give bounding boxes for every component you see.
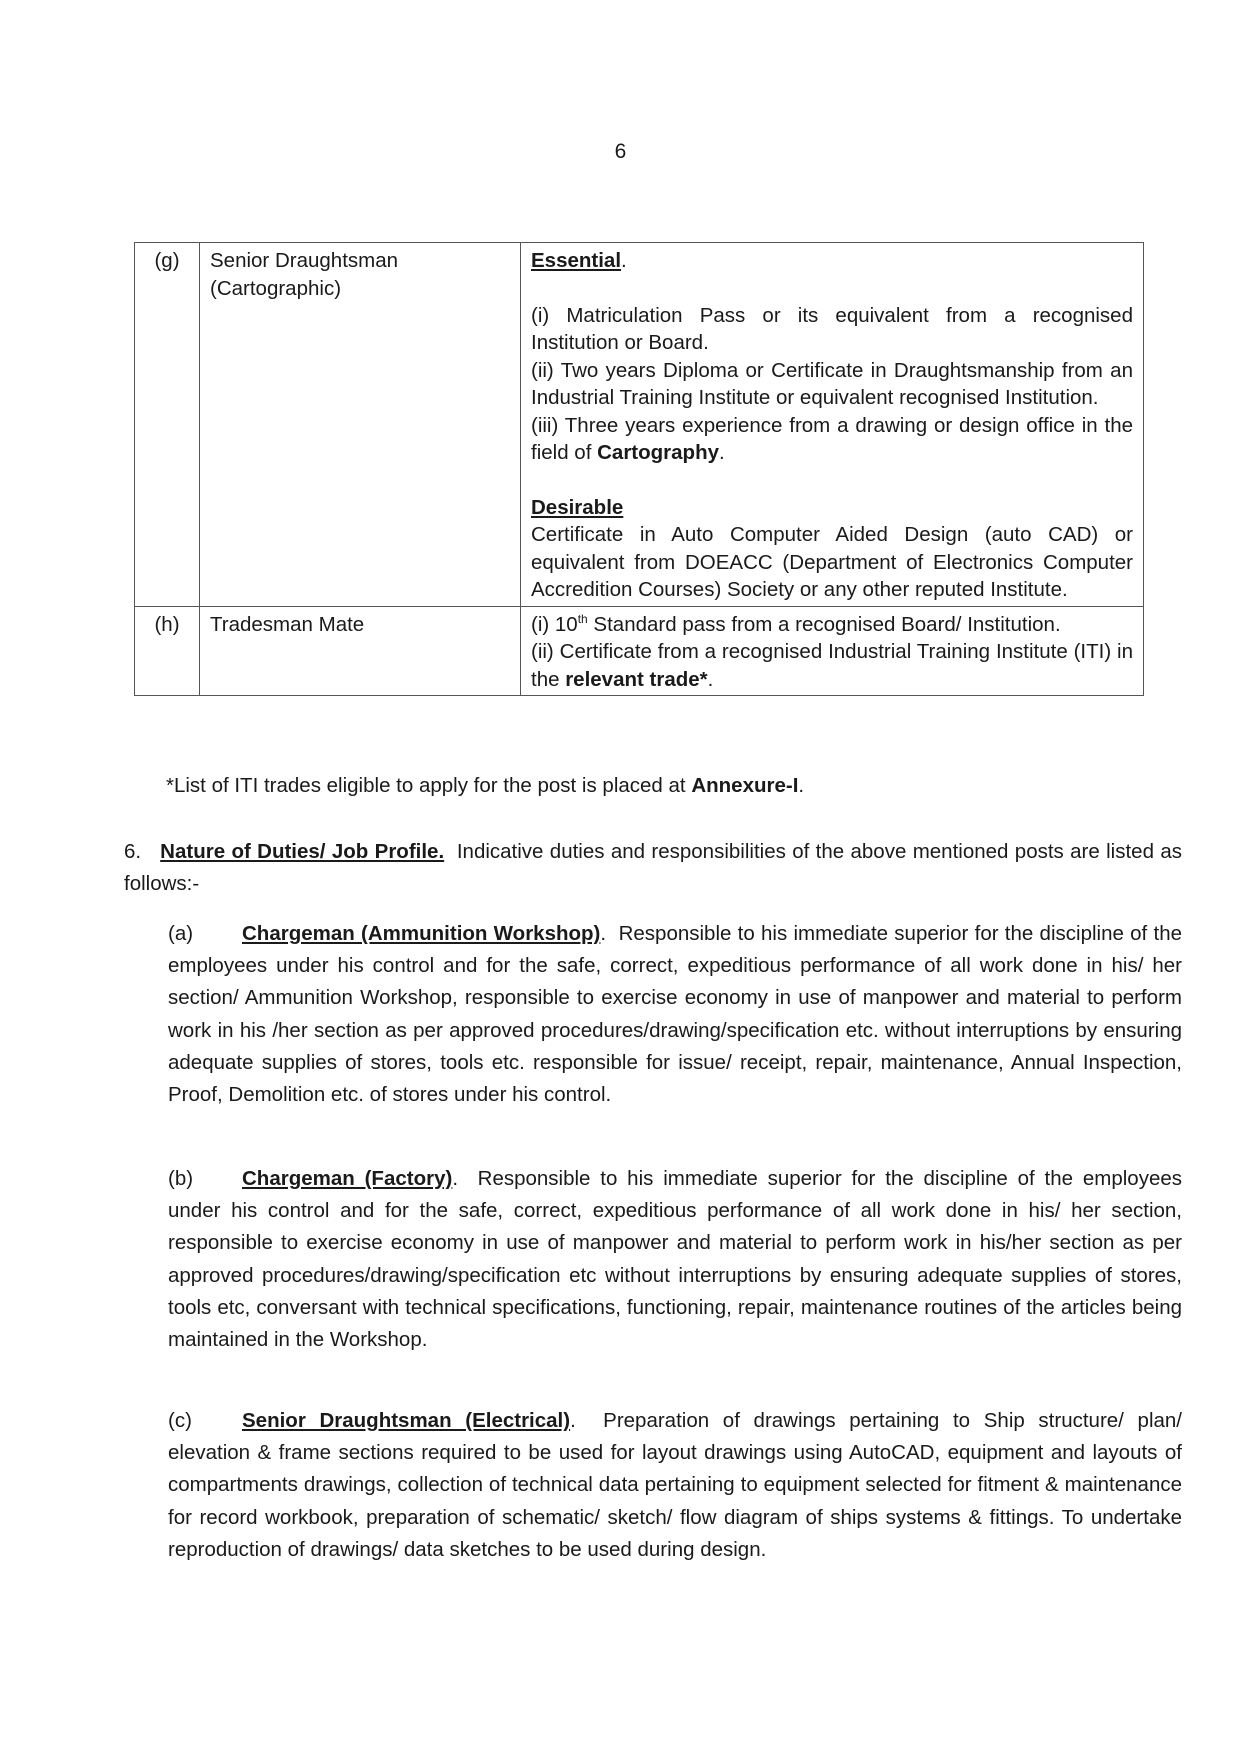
duty-item-a: (a) Chargeman (Ammunition Workshop). Responsible to his immediate superior for the discipline of the employees under his control and for the safe, correct, expeditious performance of all work done in his/ her section/ Ammunition Workshop, responsible to exercise economy in use of manpower and material to perform work in his /her section as per approved procedures/drawing/specification etc. without interruptions by ensuring adequate supplies of stores, tools etc. responsible for issue/ receipt, repair, maintenance, Annual Inspection, Proof, Demolition etc. of stores under his control.	[168, 922, 1182, 1107]
desirable-text: Certificate in Auto Computer Aided Design (auto CAD) or equivalent from DOEACC (Department of Electronics Computer Accredition Courses) Society or any other reputed Institute.	[531, 523, 1133, 601]
page-number: 6	[614, 140, 627, 163]
duty-text: Responsible to his immediate superior for the discipline of the employees under his control and for the safe, correct, expeditious performance of all work done in his/ her section, responsible to exercise economy in use of manpower and material to perform work in his/her section as per approved procedures/drawing/specification etc without interruptions by ensuring adequate supplies of stores, tools etc, conversant with technical specifications, functioning, repair, maintenance routines of the articles being maintained in the Workshop.	[168, 1167, 1182, 1352]
duty-title: Chargeman (Factory)	[242, 1167, 453, 1190]
essential-item: (iii) Three years experience from a drawing or design office in the field of Cartography.	[531, 413, 1133, 464]
essential-item: (ii) Two years Diploma or Certificate in Draughtsmanship from an Industrial Training Institute or equivalent recognised Institution.	[531, 358, 1133, 409]
duty-item-c: (c) Senior Draughtsman (Electrical). Preparation of drawings pertaining to Ship structure/ plan/ elevation & frame sections required to be used for layout drawings using AutoCAD, equipment and layouts of compartments drawings, collection of technical data pertaining to equipment selected for fitment & maintenance for record workbook, preparation of schematic/ sketch/ flow diagram of ships systems & fittings. To undertake reproduction of drawings/ data sketches to be used during design.	[168, 1409, 1183, 1561]
row-index: (h)	[135, 606, 200, 696]
row-index: (g)	[135, 243, 200, 607]
essential-heading: Essential	[531, 249, 622, 272]
section-6-heading	[124, 836, 1182, 900]
section-title: Nature of Duties/ Job Profile.	[160, 840, 445, 863]
essential-item: (i) Matriculation Pass or its equivalent from a recognised Institution or Board.	[531, 303, 1133, 354]
section-intro: Indicative duties and responsibilities of the above mentioned posts are listed as follows:-	[124, 840, 1182, 895]
duty-title: Senior Draughtsman (Electrical)	[242, 1409, 571, 1432]
qualification-item: (i) 10th Standard pass from a recognised Board/ Institution.	[531, 611, 1061, 636]
duty-title: Chargeman (Ammunition Workshop)	[242, 922, 601, 945]
footnote: *List of ITI trades eligible to apply for the post is placed at Annexure-I.	[166, 774, 805, 797]
duty-text: Responsible to his immediate superior for the discipline of the employees under his control and for the safe, correct, expeditious performance of all work done in his/ her section/ Ammunition Workshop, responsible to exercise economy in use of manpower and material to perform work in his /her section as per approved procedures/drawing/specification etc. without interruptions by ensuring adequate supplies of stores, tools etc. responsible for issue/ receipt, repair, maintenance, Annual Inspection, Proof, Demolition etc. of stores under his control.	[168, 922, 1182, 1107]
table-row	[135, 243, 1144, 607]
table-row	[135, 606, 1144, 696]
bold-term: Cartography	[597, 441, 719, 464]
qualification-cell	[521, 606, 1144, 696]
duty-text: Preparation of drawings pertaining to Ship structure/ plan/ elevation & frame sections required to be used for layout drawings using AutoCAD, equipment and layouts of compartments drawings, collection of technical data pertaining to equipment selected for fitment & maintenance for record workbook, preparation of schematic/ sketch/ flow diagram of ships systems & fittings. To undertake reproduction of drawings/ data sketches to be used during design.	[168, 1409, 1183, 1561]
qualification-item: (ii) Certificate from a recognised Industrial Training Institute (ITI) in the relevant trade*.	[531, 640, 1133, 691]
qualification-cell: Essential. (i) Matriculation Pass or its equivalent from a recognised Institution or Board. (ii) Two years Diploma or Certificate in Draughtsmanship from an Industrial Training Institute or equivalent recognised Institution. (iii) Three years experience from a drawing or design office in the field of Cartography. Desirable Certificate in Auto Computer Aided Design (auto CAD) or equivalent from DOEACC (Department of Electronics Computer Accredition Courses) Society or any other reputed Institute.	[521, 243, 1144, 607]
post-name: Senior Draughtsman (Cartographic)	[200, 243, 521, 607]
post-name: Tradesman Mate	[200, 606, 521, 696]
qualifications-table	[134, 242, 1144, 696]
duty-item-b: (b) Chargeman (Factory). Responsible to his immediate superior for the discipline of the employees under his control and for the safe, correct, expeditious performance of all work done in his/ her section, responsible to exercise economy in use of manpower and material to perform work in his/her section as per approved procedures/drawing/specification etc without interruptions by ensuring adequate supplies of stores, tools etc, conversant with technical specifications, functioning, repair, maintenance routines of the articles being maintained in the Workshop.	[168, 1167, 1182, 1352]
section-number: 6.	[124, 840, 142, 863]
desirable-heading: Desirable	[531, 495, 624, 519]
